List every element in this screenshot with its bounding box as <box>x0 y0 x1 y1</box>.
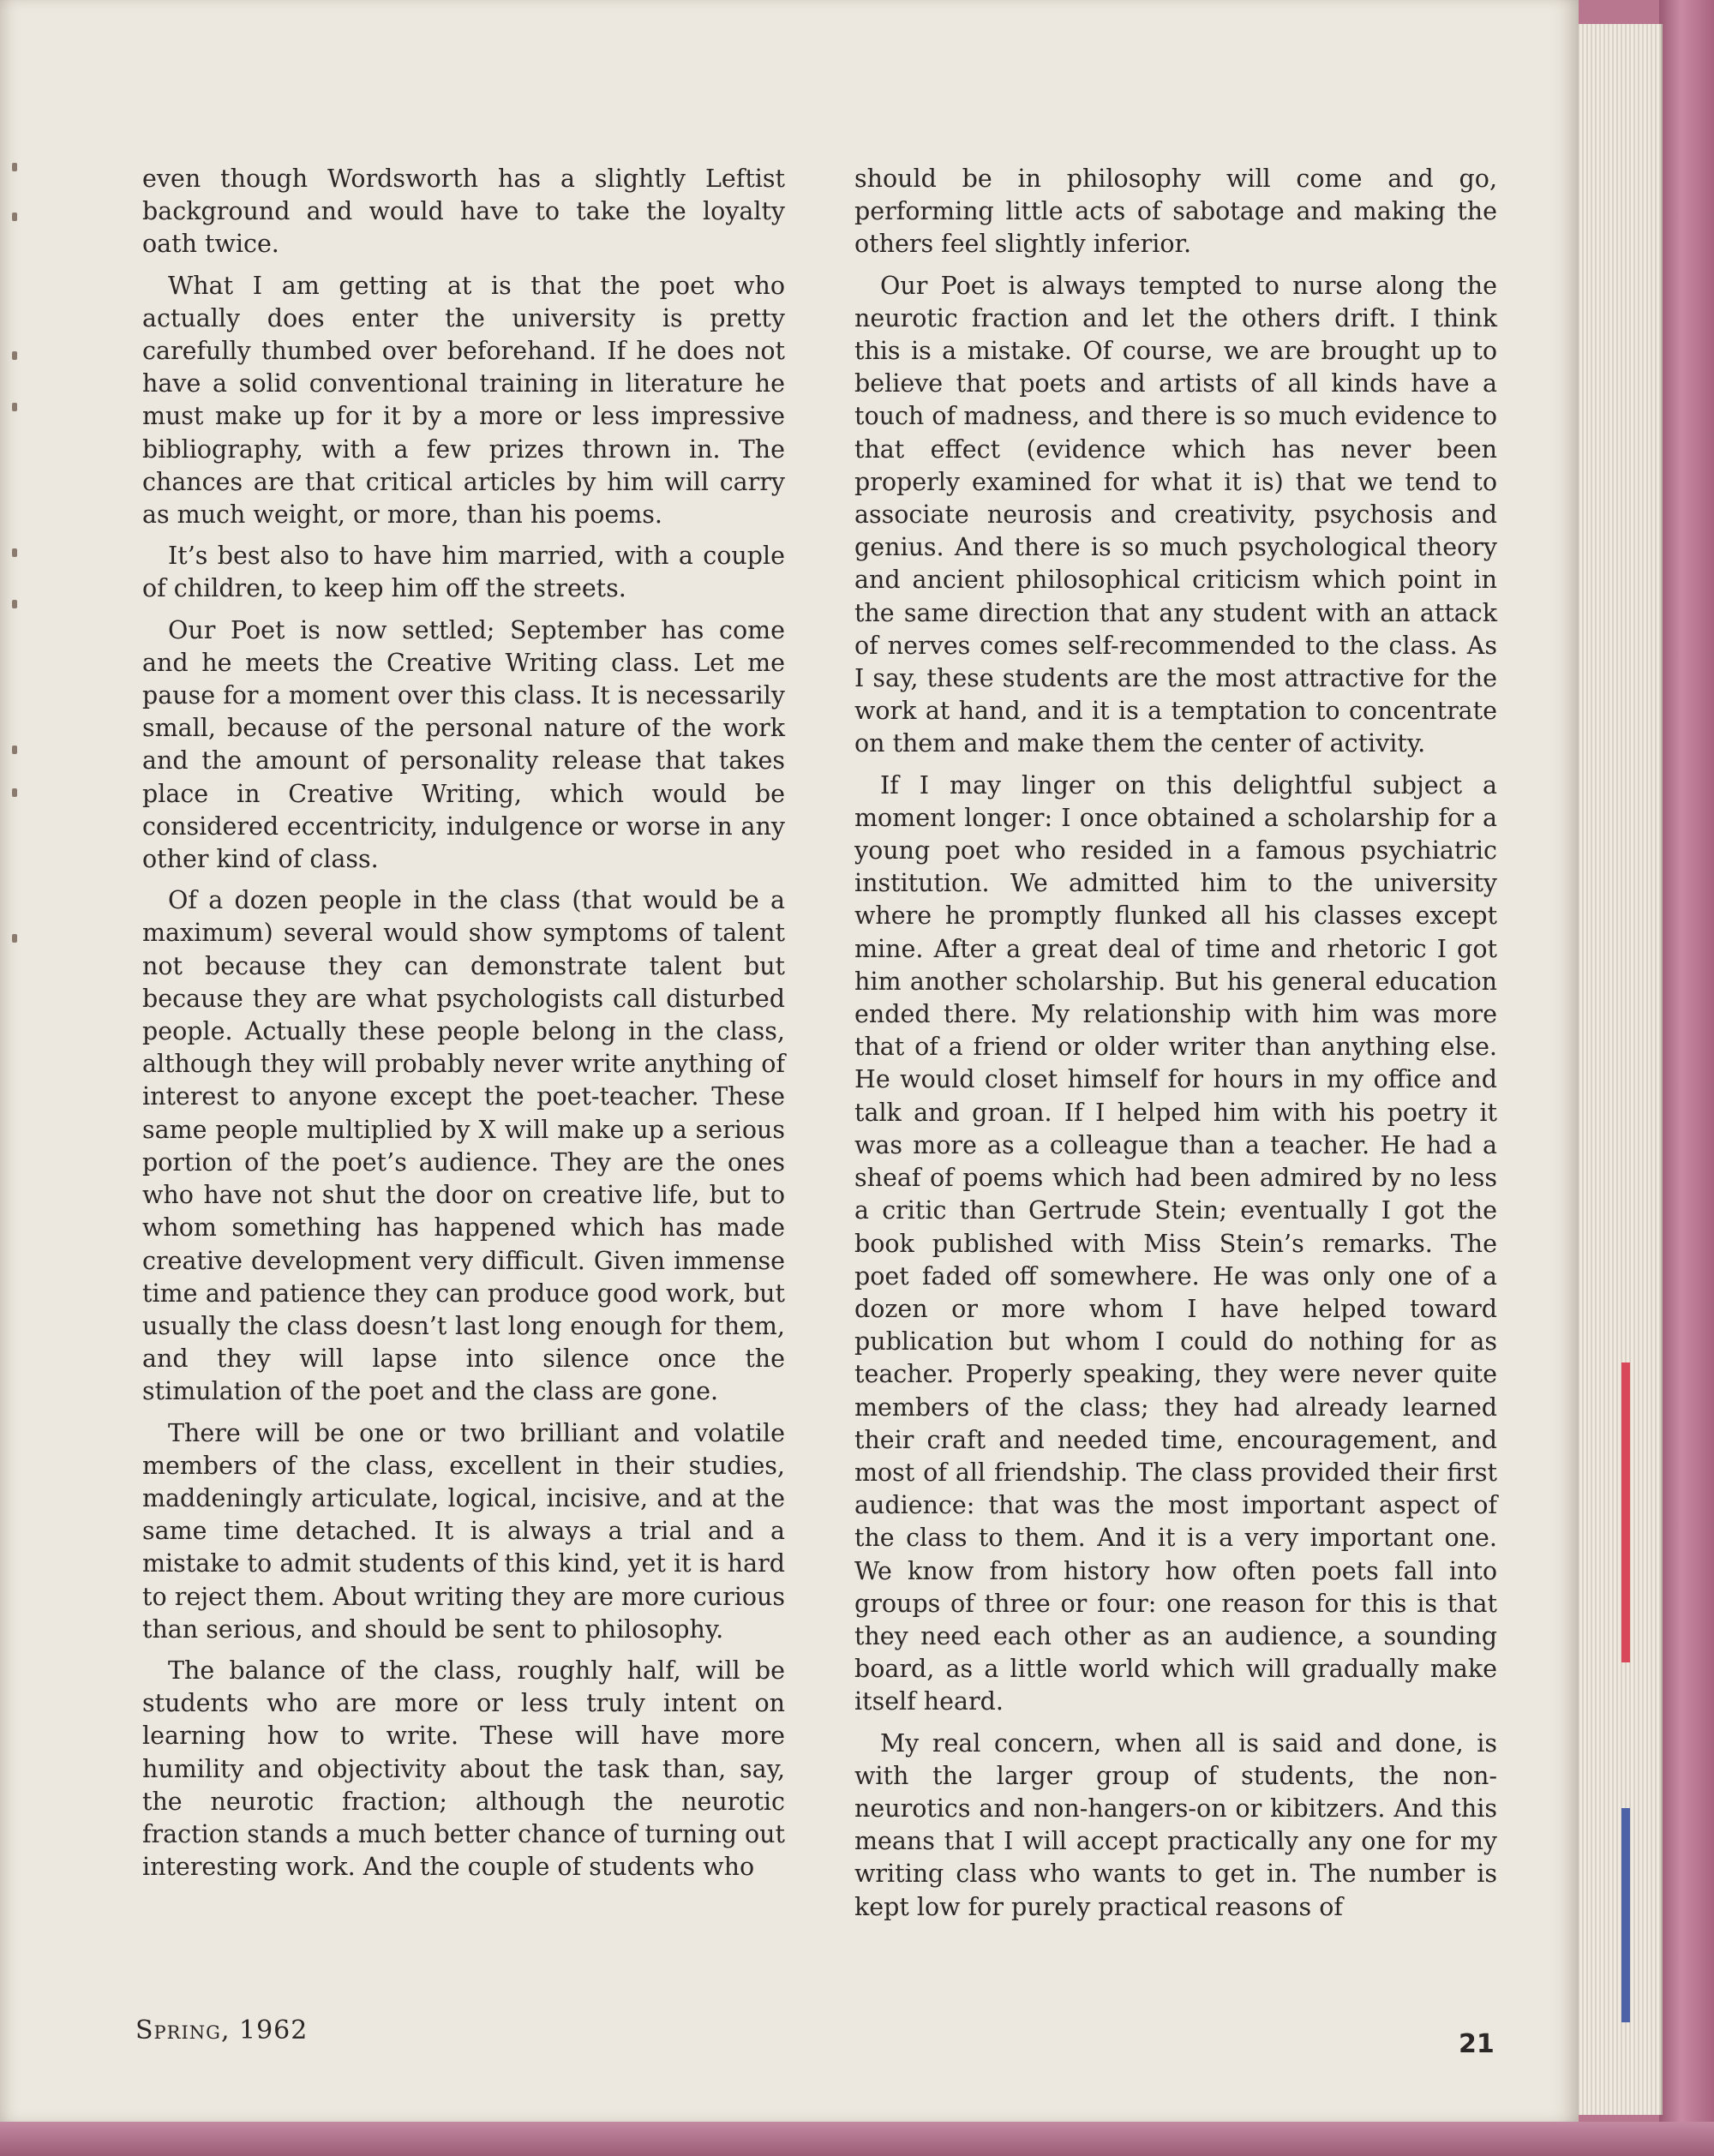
left-text-column <box>142 163 785 1892</box>
paragraph: There will be one or two brilliant and volatile members of the class, excellent in their studies, maddeningly articulate, logical, incisive, and at the same time detached. It is always a trial and a mistake to admit students of this kind, yet it is hard to reject them. About writing they are more curious than serious, and should be sent to philosophy. <box>142 1418 785 1644</box>
blue-page-tab <box>1621 1808 1630 2022</box>
paragraph: should be in philosophy will come and go, performing little acts of sabotage and making the others feel slightly inferior. <box>854 165 1497 259</box>
gutter-marks <box>12 154 29 1011</box>
paragraph: Our Poet is now settled; September has come and he meets the Creative Writing class. Let me pause for a moment over this class. It is necessarily small, because of the personal nature of the work and the amount of personality release that takes place in Creative Writing, which would be considered eccentricity, indulgence or worse in any other kind of class. <box>142 615 785 874</box>
cover-bottom-edge <box>0 2122 1714 2156</box>
page-number: 21 <box>1459 2029 1495 2059</box>
cover-edge <box>1659 0 1714 2156</box>
paragraph: The balance of the class, roughly half, will be students who are more or less truly intent on learning how to write. These will have more humility and objectivity about the task than, say, the neurotic fraction; although the neurotic fraction stands a much better chance of turning out interesting work. And the couple of students who <box>142 1656 785 1882</box>
paragraph: Of a dozen people in the class (that would be a maximum) several would show symptoms of talent not because they can demonstrate talent but because they are what psychologists call disturbed people. Actually these people belong in the class, although they will probably never write anything of interest to anyone except the poet-teacher. These same people multiplied by X will make up a serious portion of the poet’s audience. They are the ones who have not shut the door on creative life, but to whom something has happened which has made creative development very difficult. Given immense time and patience they can produce good work, but usually the class doesn’t last long enough for them, and they will lapse into silence once the stimulation of the poet and the class are gone. <box>142 886 785 1406</box>
page-stack <box>1575 24 1663 2115</box>
right-text-column <box>854 163 1497 1932</box>
footer-issue: Spring, 1962 <box>135 2015 309 2045</box>
paragraph: My real concern, when all is said and done, is with the larger group of students, the non-neurotics and non-hangers-on or kibitzers. And this means that I will accept practically any one for my writing class who wants to get in. The number is kept low for purely practical reasons of <box>854 1728 1497 1921</box>
paragraph: It’s best also to have him married, with a couple of children, to keep him off the streets. <box>142 542 785 603</box>
paragraph: even though Wordsworth has a slightly Leftist background and would have to take the loyalty oath twice. <box>142 165 785 259</box>
red-page-tab <box>1621 1362 1630 1662</box>
paragraph: What I am getting at is that the poet who actually does enter the university is pretty carefully thumbed over beforehand. If he does not have a solid conventional training in literature he must make up for it by a more or less impressive bibliography, with a few prizes thrown in. The chances are that critical articles by him will carry as much weight, or more, than his poems. <box>142 271 785 530</box>
paragraph: If I may linger on this delightful subject a moment longer: I once obtained a scholarship for a young poet who resided in a famous psychiatric institution. We admitted him to the university where he promptly flunked all his classes except mine. After a great deal of time and rhetoric I got him another scholarship. But his general education ended there. My relationship with him was more that of a friend or older writer than anything else. He would closet himself for hours in my office and talk and groan. If I helped him with his poetry it was more as a colleague than a teacher. He had a sheaf of poems which had been admired by no less a critic than Gertrude Stein; eventually I got the book published with Miss Stein’s remarks. The poet faded off somewhere. He was only one of a dozen or more whom I have helped toward publication but whom I could do nothing for as teacher. Properly speaking, they were never quite members of the class; they had already learned their craft and needed time, encouragement, and most of all friendship. The class provided their first audience: that was the most important aspect of the class to them. And it is a very important one. We know from history how often poets fall into groups of three or four: one reason for this is that they need each other as an audience, a sounding board, as a little world which will gradually make itself heard. <box>854 770 1497 1716</box>
paragraph: Our Poet is always tempted to nurse along the neurotic fraction and let the others drift. I think this is a mistake. Of course, we are brought up to believe that poets and artists of all kinds have a touch of madness, and there is so much evidence to that effect (evidence which has never been properly examined for what it is) that we tend to associate neurosis and creativity, psychosis and genius. And there is so much psychological theory and ancient philosophical criticism which point in the same direction that any student with an attack of nerves comes self-recommended to the class. As I say, these students are the most attractive for the work at hand, and it is a temptation to concentrate on them and make them the center of activity. <box>854 271 1497 758</box>
